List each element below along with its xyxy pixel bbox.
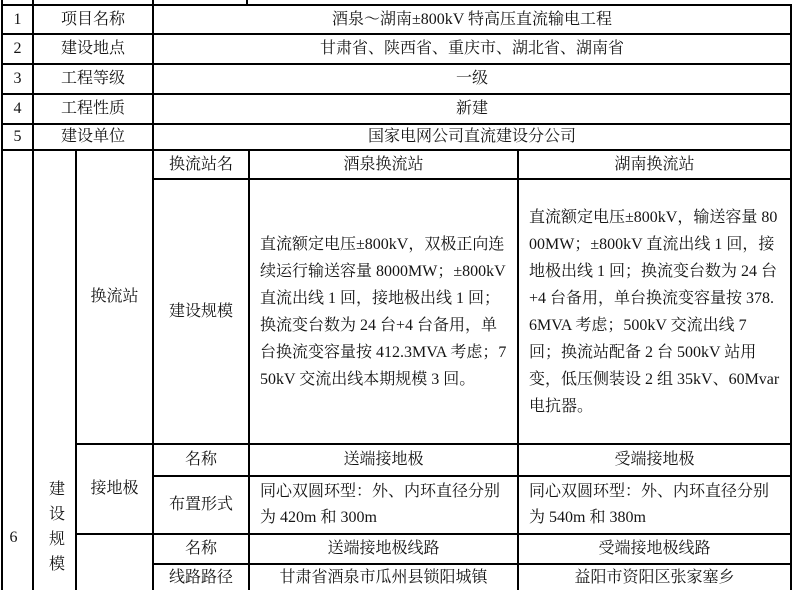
field-value: 国家电网公司直流建设分公司 xyxy=(153,124,791,150)
row-number: 3 xyxy=(2,64,33,94)
field-label: 项目名称 xyxy=(33,5,153,34)
group-label-grounding-electrode: 接地极 xyxy=(76,444,153,534)
row-number: 5 xyxy=(2,124,33,150)
row-number-cell xyxy=(2,150,33,590)
scale-text-right: 直流额定电压±800kV，输送容量 8000MW；±800kV 直流出线 1 回，接地极出线 1 回；换流变台数为 24 台+4 台备用，单台换流变容量按 378.6MVA 考虑；500kV 交流出线 7 回；换流站配备 2 台 500kV 站用变，低压侧装设 2 组 35kV、60Mvar 电抗器。 xyxy=(518,179,791,444)
electrode-name-right: 受端接地极 xyxy=(518,444,791,476)
table-row xyxy=(2,34,791,64)
sub-label-layout-form: 布置形式 xyxy=(153,476,249,534)
table-row xyxy=(2,534,791,564)
table-row xyxy=(2,444,791,476)
table-row xyxy=(2,64,791,94)
station-name-left: 酒泉换流站 xyxy=(249,150,518,179)
sub-label-construction-scale: 建设规模 xyxy=(153,179,249,444)
line-name-left: 送端接地极线路 xyxy=(249,534,518,564)
row-number: 6 xyxy=(9,529,18,546)
field-value: 一级 xyxy=(153,64,791,94)
field-label: 工程等级 xyxy=(33,64,153,94)
field-value: 甘肃省、陕西省、重庆市、湖北省、湖南省 xyxy=(153,34,791,64)
sub-label-line-name: 名称 xyxy=(153,534,249,564)
category-label-vertical: 建设规模 xyxy=(46,480,64,580)
layout-text-left: 同心双圆环型：外、内环直径分别为 420m 和 300m xyxy=(249,476,518,534)
sub-label-station-name: 换流站名 xyxy=(153,150,249,179)
sub-label-line-route: 线路路径 xyxy=(153,564,249,590)
layout-text-right: 同心双圆环型：外、内环直径分别为 540m 和 380m xyxy=(518,476,791,534)
project-info-table xyxy=(1,4,792,590)
scale-text-left: 直流额定电压±800kV，双极正向连续运行输送容量 8000MW；±800kV 直流出线 1 回，接地极出线 1 回；换流变台数为 24 台+4 台备用，单台换流变容量按 412.3MVA 考虑；750kV 交流出线本期规模 3 回。 xyxy=(249,179,518,444)
electrode-name-left: 送端接地极 xyxy=(249,444,518,476)
row-number: 2 xyxy=(2,34,33,64)
row-number: 1 xyxy=(2,5,33,34)
station-name-right: 湖南换流站 xyxy=(518,150,791,179)
field-value: 酒泉～湖南±800kV 特高压直流输电工程 xyxy=(153,5,791,34)
group-label-electrode-line xyxy=(76,534,153,590)
field-label: 建设单位 xyxy=(33,124,153,150)
group-label-converter-station: 换流站 xyxy=(76,150,153,444)
table-row xyxy=(2,94,791,124)
table-row xyxy=(2,150,791,179)
field-value: 新建 xyxy=(153,94,791,124)
table-row xyxy=(2,124,791,150)
field-label: 建设地点 xyxy=(33,34,153,64)
sub-label-electrode-name: 名称 xyxy=(153,444,249,476)
field-label: 工程性质 xyxy=(33,94,153,124)
row-number: 4 xyxy=(2,94,33,124)
category-cell xyxy=(33,150,76,590)
line-name-right: 受端接地极线路 xyxy=(518,534,791,564)
line-route-right: 益阳市资阳区张家塞乡 xyxy=(518,564,791,590)
line-route-left: 甘肃省酒泉市瓜州县锁阳城镇 xyxy=(249,564,518,590)
table-row xyxy=(2,5,791,34)
